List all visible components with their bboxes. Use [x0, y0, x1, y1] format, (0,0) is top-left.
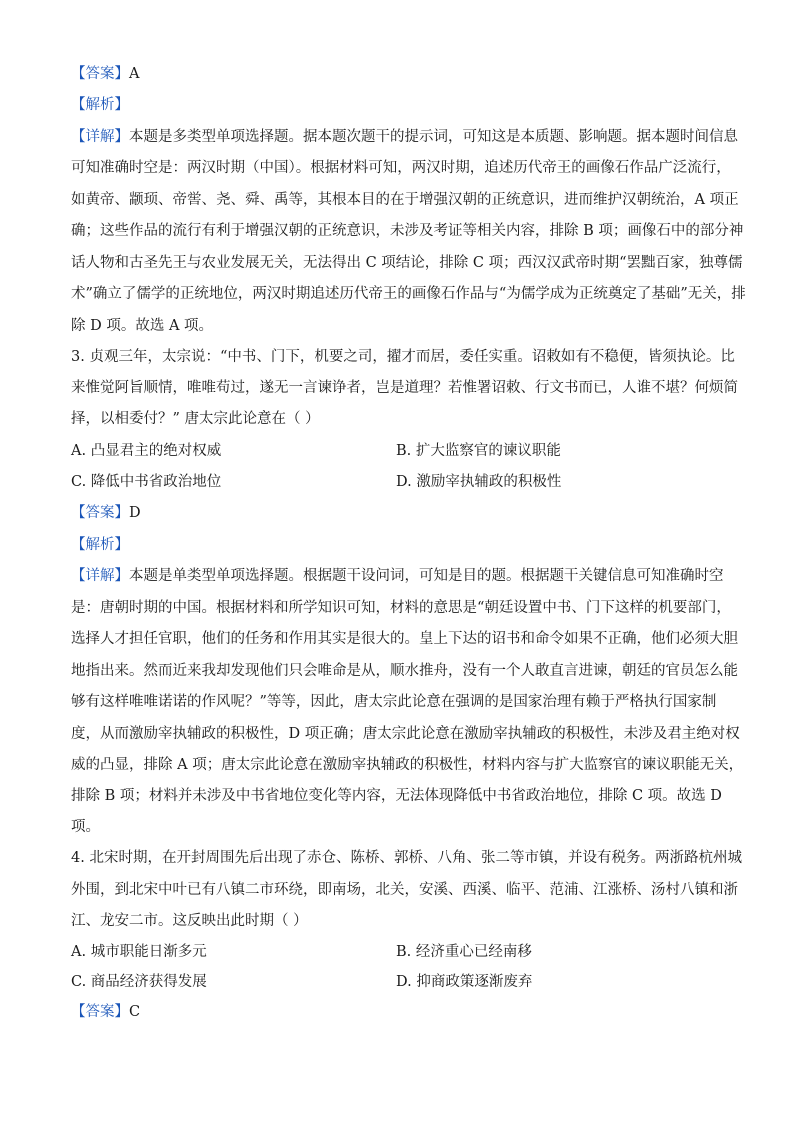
- q2-detail-line: 话人物和古圣先王与农业发展无关，无法得出 C 项结论，排除 C 项；西汉汉武帝时期“罢黜百家，独尊儒: [71, 255, 743, 271]
- q3-detail-line: 威的凸显，排除 A 项；唐太宗此论意在激励宰执辅政的积极性，材料内容与扩大监察官的谏议职能无关，: [71, 757, 744, 773]
- q4-option-d: D. 抑商政策逐渐废弃: [396, 974, 533, 990]
- q3-option-c: C. 降低中书省政治地位: [71, 474, 222, 490]
- answer-tag: 【答案】: [71, 1004, 129, 1020]
- q3-option-d: D. 激励宰执辅政的积极性: [396, 474, 562, 490]
- q2-detail-line: 如黄帝、颛顼、帝喾、尧、舜、禹等，其根本目的在于增强汉朝的正统意识，进而维护汉朝统治，A 项正: [71, 192, 739, 208]
- q4-option-c: C. 商品经济获得发展: [71, 974, 207, 990]
- q3-analysis-heading: [71, 535, 129, 555]
- q4-stem-line: 4. 北宋时期，在开封周围先后出现了赤仓、陈桥、郭桥、八角、张二等市镇，并设有税务。两浙路杭州城: [71, 850, 742, 866]
- q3-detail-line: 选择人才担任官职，他们的任务和作用其实是很大的。皇上下达的诏书和命令如果不正确，他们必须大胆: [71, 631, 738, 647]
- q3-stem-line: 3. 贞观三年，太宗说：“中书、门下，机要之司，擢才而居，委任实重。诏敕如有不稳便，皆须执论。比: [71, 349, 735, 365]
- q3-option-a: A. 凸显君主的绝对权威: [71, 443, 222, 459]
- detail-text: 本题是多类型单项选择题。据本题次题干的提示词，可知这是本质题、影响题。据本题时间信息: [129, 129, 738, 145]
- answer-value: D: [129, 505, 141, 521]
- q3-stem-line: 择，以相委付？” 唐太宗此论意在（ ）: [71, 411, 320, 427]
- q3-detail-line: 排除 B 项；材料并未涉及中书省地位变化等内容，无法体现降低中书省政治地位，排除 C 项。故选 D: [71, 788, 722, 804]
- analysis-tag: 【解析】: [71, 537, 129, 553]
- answer-value: C: [129, 1004, 141, 1020]
- q2-detail-line: 确；这些作品的流行有利于增强汉朝的正统意识，未涉及考证等相关内容，排除 B 项；画像石中的部分神: [71, 223, 744, 239]
- q4-option-a: A. 城市职能日渐多元: [71, 944, 207, 960]
- detail-text: 本题是单类型单项选择题。根据题干设问词，可知是目的题。根据题干关键信息可知准确时空: [129, 568, 724, 584]
- answer-tag: 【答案】: [71, 66, 129, 82]
- q3-detail-line: 够有这样唯唯诺诺的作风呢？”等等，因此，唐太宗此论意在强调的是国家治理有赖于严格执行国家制: [71, 694, 717, 710]
- q2-analysis-heading: [71, 95, 129, 115]
- q3-option-b: B. 扩大监察官的谏议职能: [396, 443, 561, 459]
- q3-stem-line: 来惟觉阿旨顺情，唯唯苟过，遂无一言谏诤者，岂是道理？若惟署诏敕、行文书而已，人谁不堪？何烦简: [71, 380, 738, 396]
- q4-stem-line: 外围，到北宋中叶已有八镇二市环绕，即南场，北关，安溪、西溪、临平、范浦、江涨桥、汤村八镇和浙: [71, 882, 738, 898]
- q4-stem-line: 江、龙安二市。这反映出此时期（ ）: [71, 913, 308, 929]
- q2-answer-line: [71, 64, 139, 84]
- q4-answer-line: [71, 1002, 140, 1022]
- q3-detail-line: 是：唐朝时期的中国。根据材料和所学知识可知，材料的意思是“朝廷设置中书、门下这样的机要部门，: [71, 600, 731, 616]
- q2-detail-line: [71, 127, 738, 147]
- q3-detail-line: 度，从而激励宰执辅政的积极性，D 项正确；唐太宗此论意在激励宰执辅政的积极性，未涉及君主绝对权: [71, 726, 740, 742]
- q3-answer-line: [71, 503, 141, 523]
- analysis-tag: 【解析】: [71, 97, 129, 113]
- q3-detail-line: 地指出来。然而近来我却发现他们只会唯命是从，顺水推舟，没有一个人敢直言进谏，朝廷的官员怎么能: [71, 663, 738, 679]
- answer-value: A: [129, 66, 140, 82]
- detail-tag: 【详解】: [71, 129, 129, 145]
- q4-option-b: B. 经济重心已经南移: [396, 944, 532, 960]
- detail-tag: 【详解】: [71, 568, 129, 584]
- q3-detail-line: [71, 566, 724, 586]
- q2-detail-line: 除 D 项。故选 A 项。: [71, 318, 214, 334]
- q3-detail-line: 项。: [71, 819, 100, 835]
- answer-tag: 【答案】: [71, 505, 129, 521]
- q2-detail-line: 可知准确时空是：两汉时期（中国）。根据材料可知，两汉时期，追述历代帝王的画像石作品广泛流行，: [71, 160, 731, 176]
- q2-detail-line: 术”确立了儒学的正统地位，两汉时期追述历代帝王的画像石作品与“为儒学成为正统奠定了基础”无关，排: [71, 286, 746, 302]
